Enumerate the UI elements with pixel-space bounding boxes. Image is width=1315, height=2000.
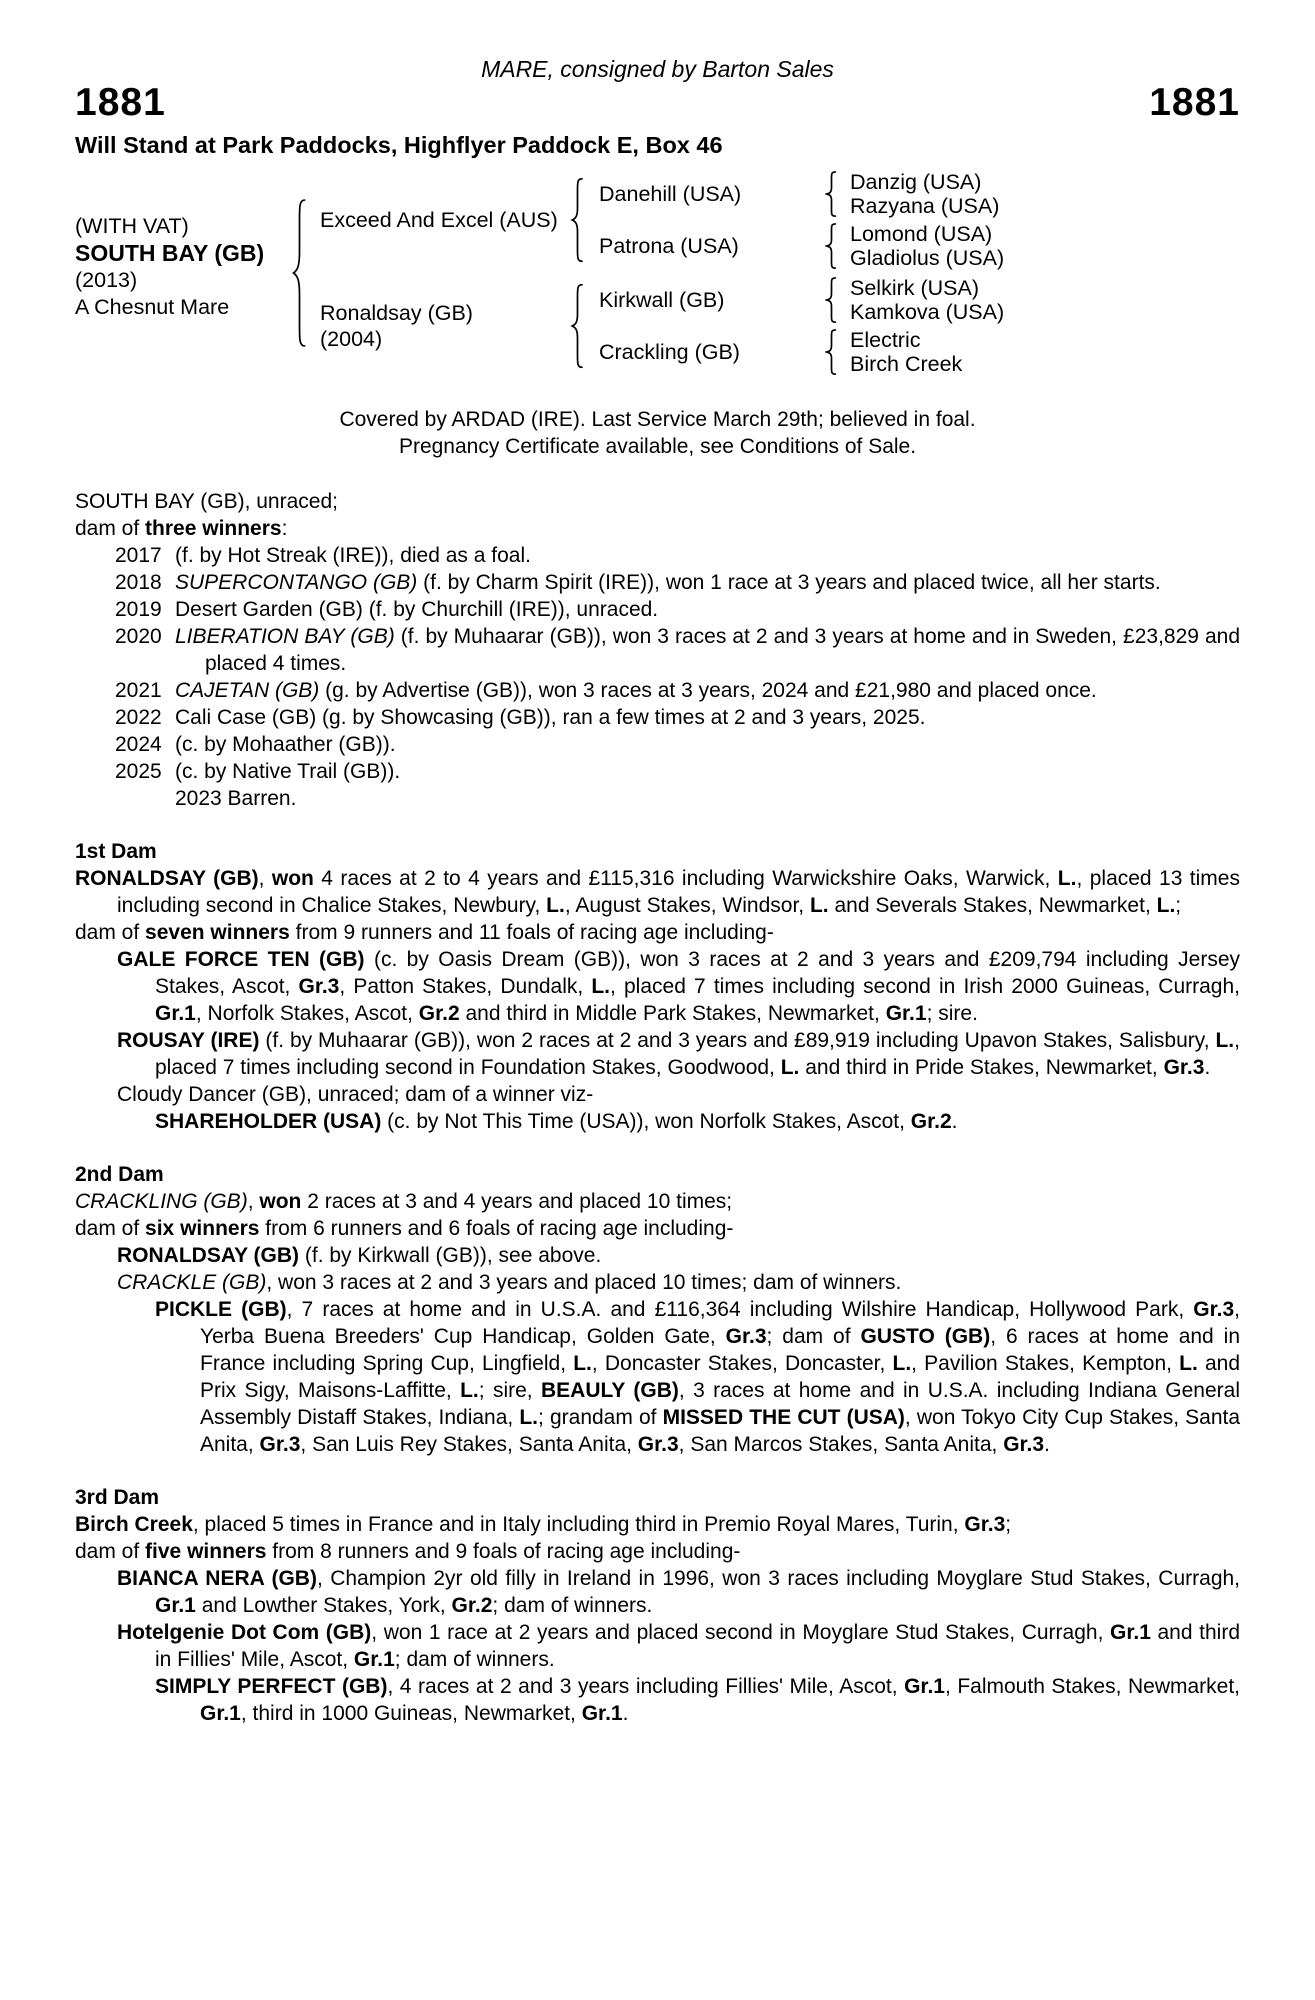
- sire-sire-dam-name: Razyana (USA): [850, 194, 1000, 218]
- pedigree-brace-dam: [570, 283, 585, 369]
- second-dam-section: [75, 1161, 1240, 1458]
- subject-vat-note: (WITH VAT): [75, 214, 189, 238]
- sire-dam-dam-name: Gladiolus (USA): [850, 246, 1005, 270]
- third-dam-heading: 3rd Dam: [75, 1486, 160, 1509]
- produce-text: (c. by Native Trail (GB)).: [175, 760, 401, 783]
- lot-number-row: [75, 82, 1240, 124]
- subject-name: SOUTH BAY (GB): [75, 240, 265, 266]
- subject-race-record: SOUTH BAY (GB), unraced;: [75, 490, 338, 513]
- pedigree-brace-dam-sire: [825, 277, 838, 323]
- produce-row: [115, 704, 1240, 731]
- produce-text: CAJETAN (GB) (g. by Advertise (GB)), won 3 races at 3 years, 2024 and £21,980 and placed once.: [175, 679, 1097, 702]
- produce-year: 2021: [115, 679, 162, 702]
- produce-row: [115, 596, 1240, 623]
- covered-line-1: Covered by ARDAD (IRE). Last Service March 29th; believed in foal.: [339, 408, 976, 431]
- dam-year: (2004): [320, 327, 383, 351]
- dam-sire-sire-name: Selkirk (USA): [850, 276, 980, 300]
- sire-dam-block: [585, 222, 1240, 270]
- pedigree-subject: [75, 213, 291, 321]
- offspring-paragraph: Hotelgenie Dot Com (GB), won 1 race at 2 years and placed second in Moyglare Stud Stakes, Curragh, Gr.1 and third in Fillies' Mile, Ascot, Gr.1; dam of winners.: [117, 1621, 1240, 1671]
- produce-row: [115, 758, 1240, 785]
- produce-row: [115, 569, 1240, 596]
- sire-sire-parents: [838, 170, 999, 218]
- pedigree-brace-sire: [570, 177, 585, 263]
- sire-sire-block: [585, 170, 1240, 218]
- offspring-paragraph: SIMPLY PERFECT (GB), 4 races at 2 and 3 years including Fillies' Mile, Ascot, Gr.1, Falmouth Stakes, Newmarket, Gr.1, third in 1000 Guineas, Newmarket, Gr.1.: [155, 1675, 1241, 1725]
- subject-summary: [75, 488, 1240, 542]
- sire-sire-name: Danehill (USA): [599, 181, 742, 206]
- dam-block: [308, 276, 1240, 376]
- dam-dam-sire-name: Electric: [850, 328, 921, 352]
- first-dam-race-record: RONALDSAY (GB), won 4 races at 2 to 4 years and £115,316 including Warwickshire Oaks, Warwick, L., placed 13 times including second in Chalice Stakes, Newbury, L., August Stakes, Windsor, L. and Severals Stakes, Newmarket, L.;: [75, 867, 1240, 917]
- third-dam-produce-intro: dam of five winners from 8 runners and 9 foals of racing age including-: [75, 1540, 741, 1563]
- produce-row: [115, 623, 1240, 677]
- consignor-line: MARE, consigned by Barton Sales: [481, 56, 834, 82]
- offspring-paragraph: PICKLE (GB), 7 races at home and in U.S.A. and £116,364 including Wilshire Handicap, Hollywood Park, Gr.3, Yerba Buena Breeders' Cup Handicap, Golden Gate, Gr.3; dam of GUSTO (GB), 6 races at home and in France including Spring Cup, Lingfield, L., Doncaster Stakes, Doncaster, L., Pavilion Stakes, Kempton, L. and Prix Sigy, Maisons-Laffitte, L.; sire, BEAULY (GB), 3 races at home and in U.S.A. including Indiana General Assembly Distaff Stakes, Indiana, L.; grandam of MISSED THE CUT (USA), won Tokyo City Cup Stakes, Santa Anita, Gr.3, San Luis Rey Stakes, Santa Anita, Gr.3, San Marcos Stakes, Santa Anita, Gr.3.: [155, 1298, 1241, 1456]
- second-dam-heading: 2nd Dam: [75, 1163, 164, 1186]
- offspring-paragraph: Cloudy Dancer (GB), unraced; dam of a winner viz-: [117, 1083, 594, 1106]
- second-dam-produce-intro: dam of six winners from 6 runners and 6 foals of racing age including-: [75, 1217, 734, 1240]
- sire-dam-name: Patrona (USA): [599, 233, 739, 258]
- pedigree-brace-sire-sire: [825, 171, 838, 217]
- produce-row: [115, 785, 1240, 812]
- dam-sire-name: Kirkwall (GB): [599, 287, 725, 312]
- produce-year: 2017: [115, 544, 162, 567]
- sire-sire-sire-name: Danzig (USA): [850, 170, 982, 194]
- produce-year: 2019: [115, 598, 162, 621]
- dam-dam-dam-name: Birch Creek: [850, 352, 963, 376]
- produce-text: (f. by Hot Streak (IRE)), died as a foal.: [175, 544, 531, 567]
- produce-text: (c. by Mohaather (GB)).: [175, 733, 396, 756]
- pedigree-brace-sire-dam: [825, 223, 838, 269]
- sire-name-block: [308, 207, 570, 233]
- produce-row: [115, 677, 1240, 704]
- produce-row: [115, 542, 1240, 569]
- produce-year: 2018: [115, 571, 162, 594]
- subject-dam-of-line: dam of three winners:: [75, 517, 288, 540]
- dam-dam-parents: [838, 328, 962, 376]
- first-dam-section: [75, 838, 1240, 1135]
- offspring-paragraph: BIANCA NERA (GB), Champion 2yr old filly in Ireland in 1996, won 3 races including Moyglare Stud Stakes, Curragh, Gr.1 and Lowther Stakes, York, Gr.2; dam of winners.: [117, 1567, 1241, 1617]
- produce-row: [115, 731, 1240, 758]
- third-dam-section: [75, 1484, 1240, 1727]
- covering-details: [75, 406, 1240, 460]
- produce-text: 2023 Barren.: [175, 787, 297, 810]
- sire-parents: [585, 170, 1240, 270]
- offspring-paragraph: GALE FORCE TEN (GB) (c. by Oasis Dream (GB)), won 3 races at 2 and 3 years and £209,794 including Jersey Stakes, Ascot, Gr.3, Patton Stakes, Dundalk, L., placed 7 times including second in Irish 2000 Guineas, Curragh, Gr.1, Norfolk Stakes, Ascot, Gr.2 and third in Middle Park Stakes, Newmarket, Gr.1; sire.: [117, 948, 1240, 1025]
- third-dam-race-record: Birch Creek, placed 5 times in France and in Italy including third in Premio Royal Mares, Turin, Gr.3;: [75, 1513, 1012, 1536]
- produce-year: 2024: [115, 733, 162, 756]
- dam-sire-block: [585, 276, 1240, 324]
- subject-foaling-year: (2013): [75, 268, 138, 292]
- lot-number-right: 1881: [1149, 81, 1240, 124]
- produce-text: LIBERATION BAY (GB) (f. by Muhaarar (GB)), won 3 races at 2 and 3 years at home and in Sweden, £23,829 and placed 4 times.: [175, 625, 1240, 675]
- dam-name: Ronaldsay (GB): [320, 301, 473, 325]
- produce-year: [115, 785, 175, 812]
- offspring-paragraph: CRACKLE (GB), won 3 races at 2 and 3 years and placed 10 times; dam of winners.: [117, 1271, 902, 1294]
- produce-year: 2020: [115, 625, 162, 648]
- produce-text: SUPERCONTANGO (GB) (f. by Charm Spirit (IRE)), won 1 race at 3 years and placed twice, all her starts.: [175, 571, 1161, 594]
- stand-location-line: Will Stand at Park Paddocks, Highflyer Paddock E, Box 46: [75, 132, 723, 158]
- produce-text: Cali Case (GB) (g. by Showcasing (GB)), ran a few times at 2 and 3 years, 2025.: [175, 706, 926, 729]
- dam-dam-block: [585, 328, 1240, 376]
- sire-dam-parents: [838, 222, 1004, 270]
- sire-dam-sire-name: Lomond (USA): [850, 222, 993, 246]
- lot-number-left: 1881: [75, 81, 166, 124]
- dam-sire-dam-name: Kamkova (USA): [850, 300, 1005, 324]
- covered-line-2: Pregnancy Certificate available, see Conditions of Sale.: [398, 435, 917, 458]
- pedigree-brace-dam-dam: [825, 329, 838, 375]
- sire-block: [308, 170, 1240, 270]
- offspring-paragraph: SHAREHOLDER (USA) (c. by Not This Time (USA)), won Norfolk Stakes, Ascot, Gr.2.: [155, 1110, 958, 1133]
- produce-text: Desert Garden (GB) (f. by Churchill (IRE)), unraced.: [175, 598, 659, 621]
- dam-name-block: [308, 300, 570, 352]
- dam-parents: [585, 276, 1240, 376]
- pedigree-table: [75, 170, 1240, 376]
- offspring-paragraph: RONALDSAY (GB) (f. by Kirkwall (GB)), see above.: [117, 1244, 602, 1267]
- second-dam-race-record: CRACKLING (GB), won 2 races at 3 and 4 years and placed 10 times;: [75, 1190, 733, 1213]
- produce-year: 2025: [115, 760, 162, 783]
- dam-sire-parents: [838, 276, 1004, 324]
- dam-dam-name: Crackling (GB): [599, 339, 740, 364]
- pedigree-brace-subject: [291, 197, 308, 349]
- sire-name: Exceed And Excel (AUS): [320, 208, 558, 232]
- produce-year: 2022: [115, 706, 162, 729]
- offspring-paragraph: ROUSAY (IRE) (f. by Muhaarar (GB)), won 2 races at 2 and 3 years and £89,919 including Upavon Stakes, Salisbury, L., placed 7 times including second in Foundation Stakes, Goodwood, L. and third in Pride Stakes, Newmarket, Gr.3.: [117, 1029, 1240, 1079]
- pedigree-generation-1: [308, 170, 1240, 376]
- first-dam-produce-intro: dam of seven winners from 9 runners and 11 foals of racing age including-: [75, 921, 774, 944]
- subject-description: A Chesnut Mare: [75, 295, 230, 319]
- first-dam-heading: 1st Dam: [75, 840, 157, 863]
- produce-record: [75, 542, 1240, 812]
